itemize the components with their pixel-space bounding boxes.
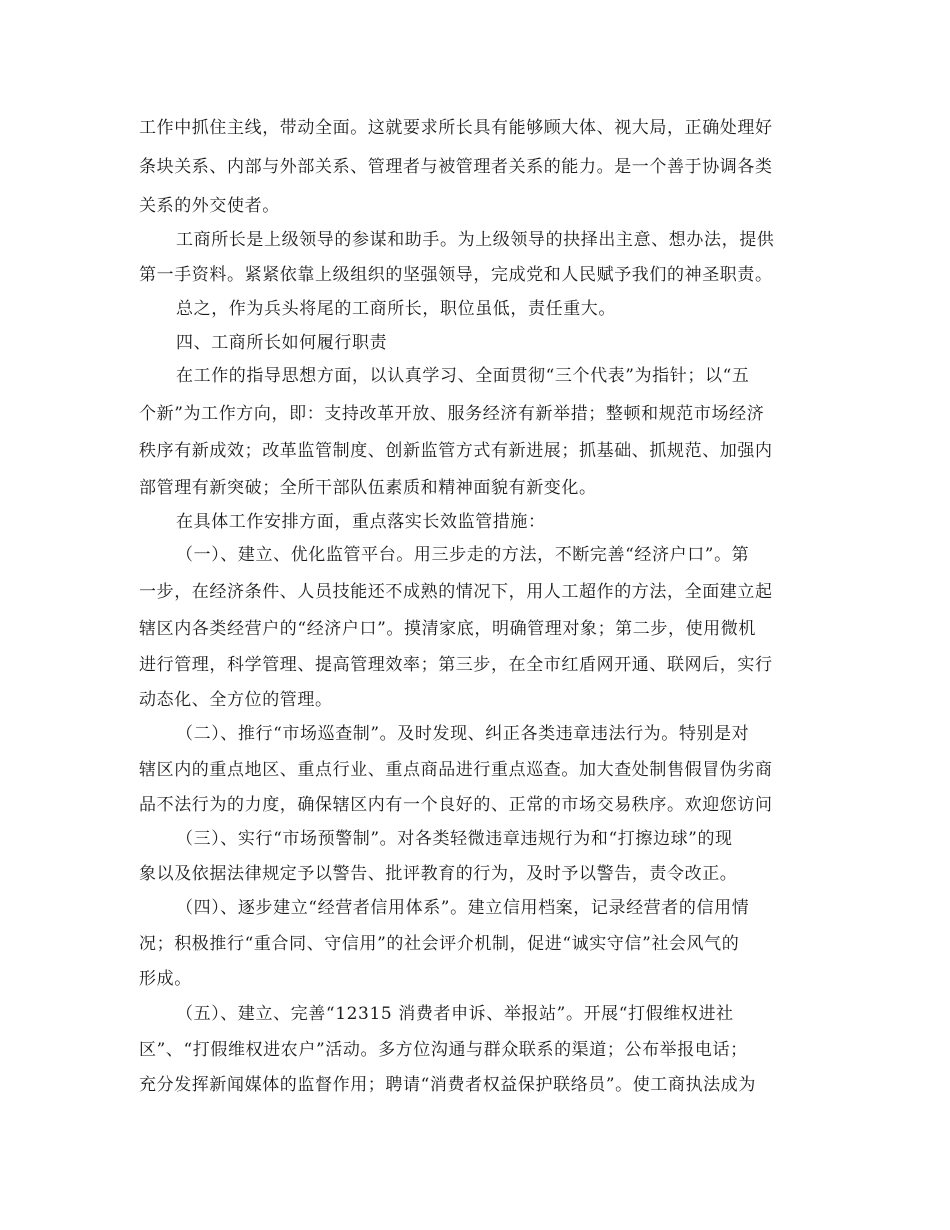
text-line: （一）、建立、优化监管平台。用三步走的方法，不断完善“经济户口”。第	[176, 545, 750, 565]
text-line: 关系的外交使者。	[139, 196, 280, 216]
text-line: 象以及依据法律规定予以警告、批评教育的行为，及时予以警告，责令改正。	[139, 864, 738, 884]
text-line: 充分发挥新闻媒体的监督作用；聘请“消费者权益保护联络员”。使工商执法成为	[139, 1075, 756, 1095]
text-line: 一步，在经济条件、人员技能还不成熟的情况下，用人工超作的方法，全面建立起	[139, 582, 773, 602]
text-line: 辖区内各类经营户的“经济户口”。摸清家底，明确管理对象；第二步，使用微机	[139, 619, 756, 639]
text-line: 区”、“打假维权进农户”活动。多方位沟通与群众联系的渠道；公布举报电话；	[139, 1040, 748, 1060]
text-line: （二）、推行“市场巡查制”。及时发现、纠正各类违章违法行为。特别是对	[176, 724, 750, 744]
text-line: 部管理有新突破；全所干部队伍素质和精神面貌有新变化。	[139, 478, 597, 498]
text-line: 个新”为工作方向，即：支持改革开放、服务经济有新举措；整顿和规范市场经济	[139, 404, 765, 424]
text-line: 在工作的指导思想方面，以认真学习、全面贯彻“三个代表”为指针；以“五	[176, 366, 750, 386]
text-line: 总之，作为兵头将尾的工商所长，职位虽低，责任重大。	[176, 299, 616, 319]
text-line: 秩序有新成效；改革监管制度、创新监管方式有新进展；抓基础、抓规范、加强内	[139, 441, 773, 461]
section-heading: 四、工商所长如何履行职责	[176, 333, 388, 353]
text-line: 况；积极推行“重合同、守信用”的社会评介机制，促进“诚实守信”社会风气的	[139, 934, 740, 954]
text-line: （三）、实行“市场预警制”。对各类轻微违章违规行为和“打擦边球”的现	[176, 829, 733, 849]
text-line: 辖区内的重点地区、重点行业、重点商品进行重点巡查。加大查处制售假冒伪劣商	[139, 760, 773, 780]
text-line: （四）、逐步建立“经营者信用体系”。建立信用档案，记录经营者的信用情	[176, 898, 750, 918]
text-line: 在具体工作安排方面，重点落实长效监管措施：	[176, 512, 546, 532]
text-line: 工商所长是上级领导的参谋和助手。为上级领导的抉择出主意、想办法，提供	[176, 230, 775, 250]
text-line: 动态化、全方位的管理。	[139, 690, 333, 710]
text-line: 品不法行为的力度，确保辖区内有一个良好的、正常的市场交易秩序。欢迎您访问	[139, 795, 773, 815]
text-line: 条块关系、内部与外部关系、管理者与被管理者关系的能力。是一个善于协调各类	[139, 157, 773, 177]
text-line: 第一手资料。紧紧依靠上级组织的坚强领导，完成党和人民赋予我们的神圣职责。	[139, 265, 773, 285]
text-line: 工作中抓住主线，带动全面。这就要求所长具有能够顾大体、视大局，正确处理好	[139, 118, 773, 138]
text-line: 形成。	[139, 969, 192, 989]
text-line: （五）、建立、完善“12315 消费者申诉、举报站”。开展“打假维权进社	[176, 1004, 734, 1024]
text-line: 进行管理，科学管理、提高管理效率；第三步，在全市红盾网开通、联网后，实行	[139, 655, 773, 675]
